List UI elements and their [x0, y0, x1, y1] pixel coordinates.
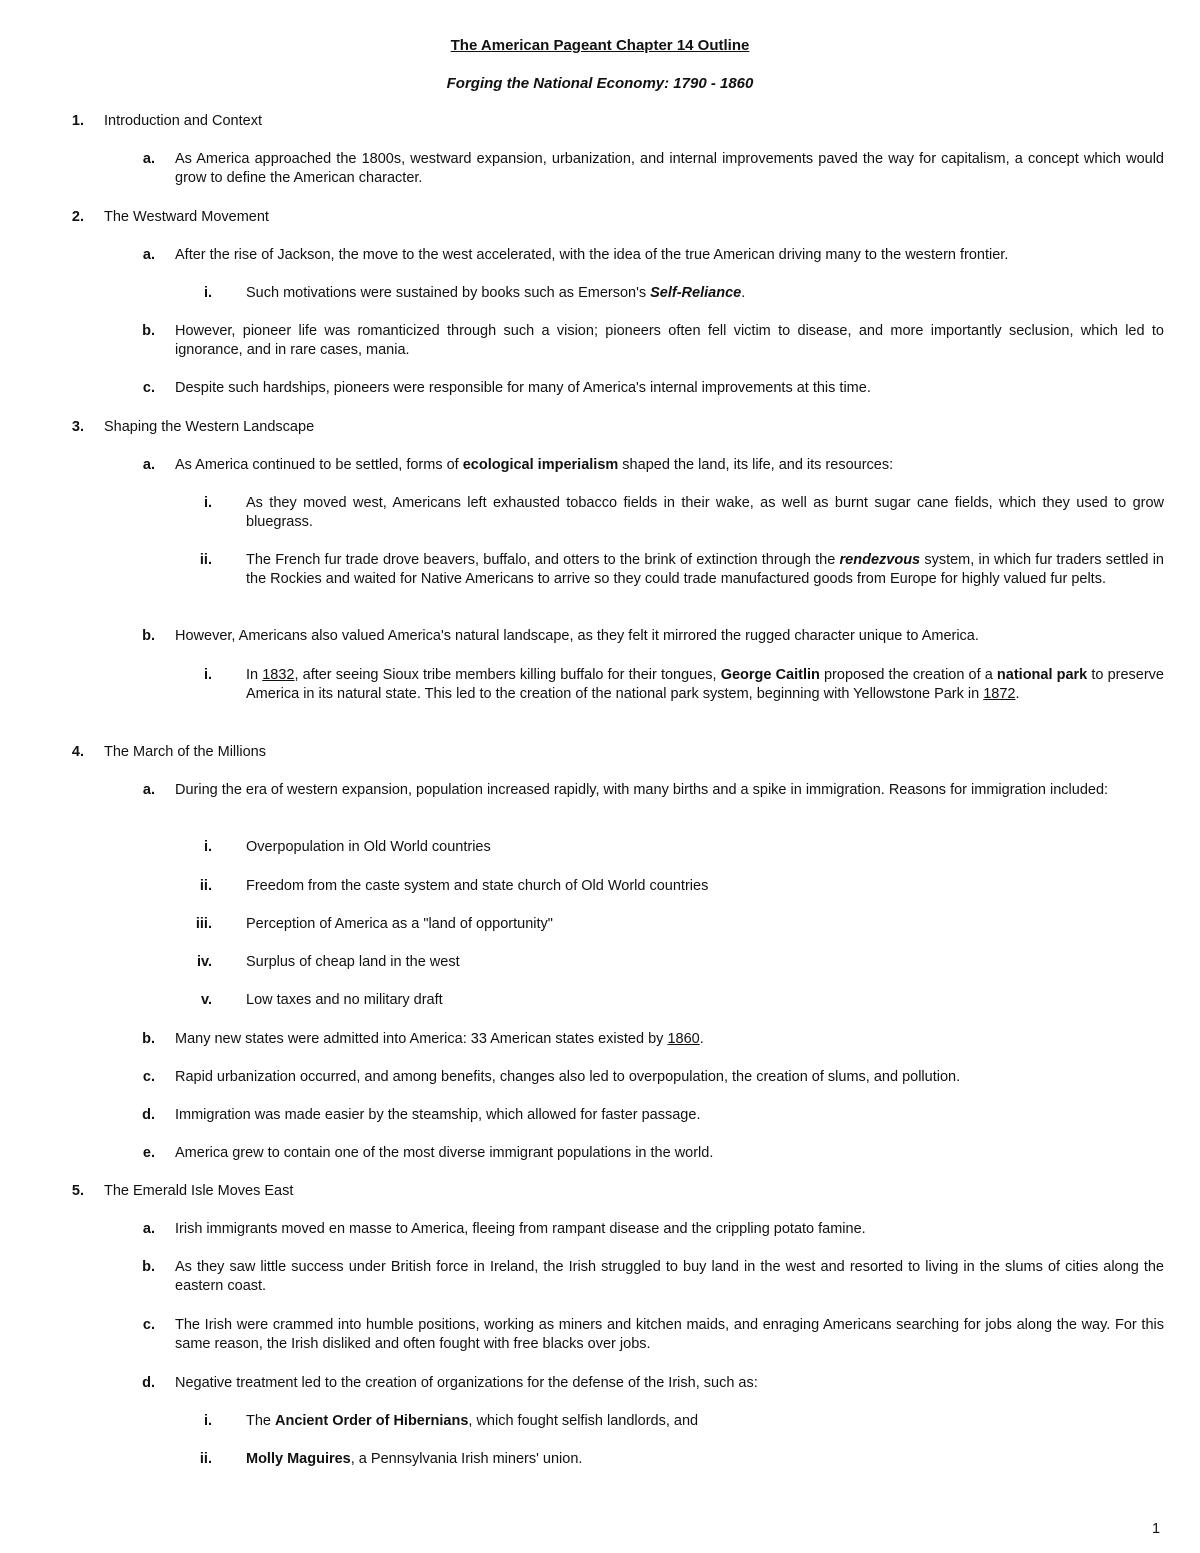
item-label: b. [142, 1031, 155, 1047]
outline-item [0, 1374, 1200, 1414]
outline-subitem [0, 284, 1200, 324]
list-item [0, 953, 1200, 993]
section-heading [0, 208, 1200, 248]
outline-item [0, 246, 1200, 286]
key-term: ecological imperialism [462, 457, 619, 473]
outline-item [0, 1144, 1200, 1184]
item-text: Many new states were admitted into America: 33 American states existed by 1860. [175, 1031, 704, 1047]
item-text: Overpopulation in Old World countries [246, 839, 491, 855]
item-text: Rapid urbanization occurred, and among benefits, changes also led to overpopulation, the creation of slums, and pollution. [175, 1069, 961, 1085]
section-title: The Emerald Isle Moves East [104, 1183, 294, 1199]
item-label: a. [142, 457, 155, 473]
section-title: The March of the Millions [104, 744, 266, 760]
key-term: rendezvous [839, 552, 921, 568]
item-label: iii. [195, 916, 212, 932]
item-text: Such motivations were sustained by books such as Emerson's Self-Reliance. [246, 285, 746, 301]
outline-item [0, 627, 1200, 667]
item-label: i. [203, 839, 212, 855]
item-label: d. [142, 1375, 155, 1391]
item-text: Despite such hardships, pioneers were responsible for many of America's internal improvements at this time. [175, 380, 871, 396]
key-term: George Caitlin [720, 667, 820, 683]
outline-item [0, 1030, 1200, 1070]
item-label: b. [142, 628, 155, 644]
item-label: a. [142, 151, 155, 167]
item-label: i. [203, 495, 212, 511]
item-text: Freedom from the caste system and state church of Old World countries [246, 878, 709, 894]
outline-item [0, 456, 1200, 496]
item-label: e. [142, 1145, 155, 1161]
key-term: Molly Maguires [246, 1451, 351, 1467]
item-text: As America approached the 1800s, westward expansion, urbanization, and internal improvements paved the way for capitalism, a concept which would grow to define the American character. [175, 151, 1164, 186]
section-heading [0, 1182, 1200, 1222]
item-text: The Ancient Order of Hibernians, which fought selfish landlords, and [246, 1413, 699, 1429]
outline-subitem [0, 1412, 1200, 1452]
outline-item [0, 150, 1200, 190]
item-label: d. [142, 1107, 155, 1123]
key-term: Ancient Order of Hibernians [275, 1413, 469, 1429]
item-label: b. [142, 1259, 155, 1275]
item-text: However, Americans also valued America's natural landscape, as they felt it mirrored the rugged character unique to America. [175, 628, 979, 644]
item-label: i. [203, 285, 212, 301]
outline-item [0, 379, 1200, 419]
outline-item [0, 1068, 1200, 1108]
item-label: a. [142, 247, 155, 263]
document-title: The American Pageant Chapter 14 Outline [450, 37, 750, 54]
page-number: 1 [1152, 1521, 1161, 1537]
section-heading [0, 743, 1200, 783]
outline-item [0, 781, 1200, 821]
item-text: Irish immigrants moved en masse to America, fleeing from rampant disease and the crippling potato famine. [175, 1221, 866, 1237]
item-label: b. [142, 323, 155, 339]
item-text: As they moved west, Americans left exhausted tobacco fields in their wake, as well as burnt sugar cane fields, which they used to grow bluegrass. [246, 495, 1164, 530]
item-text: During the era of western expansion, population increased rapidly, with many births and a spike in immigration. Reasons for immigration included: [175, 782, 1109, 798]
item-text: In 1832, after seeing Sioux tribe members killing buffalo for their tongues, George Caitlin proposed the creation of a national park to preserve America in its natural state. This led to the creation of the national park system, beginning with Yellowstone Park in 1872. [246, 667, 1164, 702]
outline-item [0, 1106, 1200, 1146]
item-text: America grew to contain one of the most diverse immigrant populations in the world. [175, 1145, 714, 1161]
section-number: 1. [71, 113, 84, 129]
item-label: ii. [199, 552, 212, 568]
section-number: 4. [71, 744, 84, 760]
outline-subitem [0, 1450, 1200, 1490]
item-text: As America continued to be settled, forms of ecological imperialism shaped the land, its life, and its resources: [175, 457, 894, 473]
item-label: c. [142, 1317, 155, 1333]
item-label: c. [142, 380, 155, 396]
section-number: 3. [71, 419, 84, 435]
item-text: Perception of America as a "land of opportunity" [246, 916, 553, 932]
section-title: The Westward Movement [104, 209, 269, 225]
item-text: Negative treatment led to the creation of organizations for the defense of the Irish, such as: [175, 1375, 758, 1391]
outline-item [0, 322, 1200, 362]
outline-subitem [0, 494, 1200, 534]
item-text: Immigration was made easier by the steamship, which allowed for faster passage. [175, 1107, 701, 1123]
item-label: a. [142, 1221, 155, 1237]
outline-item [0, 1220, 1200, 1260]
outline-item [0, 1258, 1200, 1298]
section-number: 5. [71, 1183, 84, 1199]
document-subtitle: Forging the National Economy: 1790 - 1860 [446, 75, 754, 92]
item-label: ii. [199, 1451, 212, 1467]
item-text: However, pioneer life was romanticized through such a vision; pioneers often fell victim to disease, and more importantly seclusion, which led to ignorance, and in rare cases, mania. [175, 323, 1164, 358]
item-text: After the rise of Jackson, the move to the west accelerated, with the idea of the true American driving many to the western frontier. [175, 247, 1009, 263]
item-text: Low taxes and no military draft [246, 992, 443, 1008]
list-item [0, 877, 1200, 917]
year: 1832 [262, 667, 295, 683]
item-label: ii. [199, 878, 212, 894]
section-heading [0, 418, 1200, 458]
item-text: The French fur trade drove beavers, buffalo, and otters to the brink of extinction through the rendezvous system, in which fur traders settled in the Rockies and waited for Native Americans to arrive so they could trade manufactured goods from Europe for highly valued fur pelts. [246, 552, 1164, 587]
item-text: As they saw little success under British force in Ireland, the Irish struggled to buy land in the west and resorted to living in the slums of cities along the eastern coast. [175, 1259, 1164, 1294]
section-title: Shaping the Western Landscape [104, 419, 315, 435]
item-text: The Irish were crammed into humble positions, working as miners and kitchen maids, and enraging Americans searching for jobs along the way. For this same reason, the Irish disliked and often fought with free blacks over jobs. [175, 1317, 1164, 1352]
item-label: c. [142, 1069, 155, 1085]
item-label: v. [200, 992, 212, 1008]
list-item [0, 915, 1200, 955]
key-term: national park [996, 667, 1088, 683]
book-title: Self-Reliance [650, 285, 742, 301]
outline-subitem [0, 666, 1200, 726]
list-item [0, 991, 1200, 1031]
item-text: Surplus of cheap land in the west [246, 954, 460, 970]
outline-item [0, 1316, 1200, 1356]
list-item [0, 838, 1200, 878]
item-label: iv. [196, 954, 212, 970]
year: 1860 [667, 1031, 700, 1047]
section-title: Introduction and Context [104, 113, 262, 129]
item-label: a. [142, 782, 155, 798]
section-heading [0, 112, 1200, 152]
item-text: Molly Maguires, a Pennsylvania Irish miners' union. [246, 1451, 583, 1467]
item-label: i. [203, 667, 212, 683]
outline-subitem [0, 551, 1200, 611]
year: 1872 [983, 686, 1016, 702]
section-number: 2. [71, 209, 84, 225]
item-label: i. [203, 1413, 212, 1429]
